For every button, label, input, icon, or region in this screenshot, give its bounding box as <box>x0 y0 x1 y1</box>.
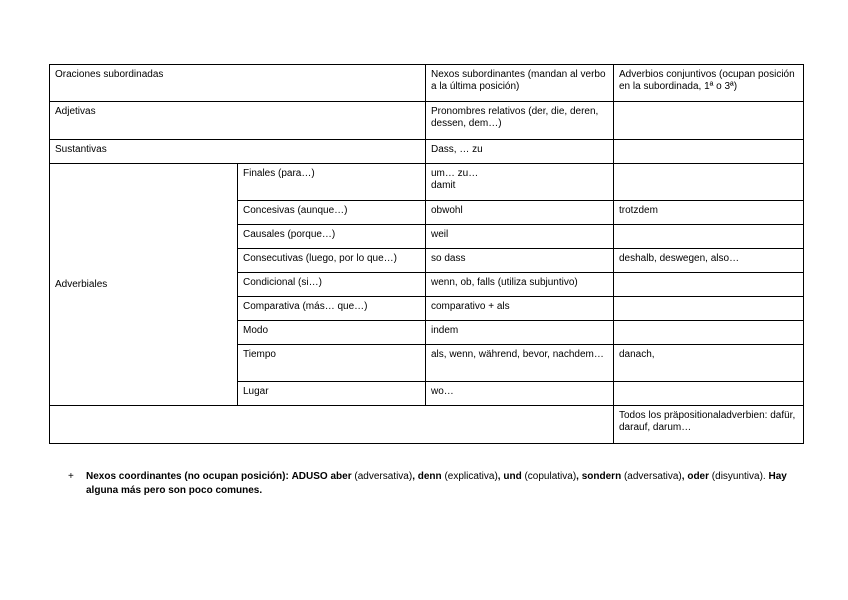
nexos-comparativa: comparativo + als <box>426 297 614 321</box>
adverbios-finales <box>614 164 804 201</box>
type-comparativa: Comparativa (más… que…) <box>238 297 426 321</box>
nexos-modo: indem <box>426 321 614 345</box>
note-aduso: ADUSO <box>291 471 328 482</box>
nexos-sustantivas: Dass, … zu <box>426 140 614 164</box>
table-row-finales <box>50 164 804 201</box>
nexos-finales-line2: damit <box>431 180 456 191</box>
type-causales: Causales (porque…) <box>238 225 426 249</box>
nexos-adjetivas: Pronombres relativos (der, die, deren, dessen, dem…) <box>426 102 614 140</box>
conj-und-desc: (copulativa) <box>524 471 577 482</box>
table-row-footer <box>50 406 804 444</box>
adverbios-causales <box>614 225 804 249</box>
type-modo: Modo <box>238 321 426 345</box>
label-adjetivas: Adjetivas <box>50 102 426 140</box>
conj-denn-desc: (explicativa) <box>444 471 498 482</box>
nexos-finales <box>426 164 614 201</box>
bullet-plus: + <box>68 471 74 482</box>
nexos-consecutivas: so dass <box>426 249 614 273</box>
label-adverbiales: Adverbiales <box>50 164 238 406</box>
header-oraciones: Oraciones subordinadas <box>50 65 426 102</box>
header-nexos: Nexos subordinantes (mandan al verbo a la última posición) <box>426 65 614 102</box>
conj-sondern-desc: (adversativa) <box>623 471 682 482</box>
adverbios-condicional <box>614 273 804 297</box>
adverbios-prapositional: Todos los präpositionaladverbien: dafür, darauf, darum… <box>614 406 804 444</box>
nexos-lugar: wo… <box>426 382 614 406</box>
conj-aber: aber <box>330 471 352 482</box>
header-adverbios: Adverbios conjuntivos (ocupan posición en la subordinada, 1ª o 3ª) <box>614 65 804 102</box>
table-header-row <box>50 65 804 102</box>
conj-oder-desc: (disyuntiva). <box>711 471 766 482</box>
type-consecutivas: Consecutivas (luego, por lo que…) <box>238 249 426 273</box>
adverbios-modo <box>614 321 804 345</box>
adverbios-comparativa <box>614 297 804 321</box>
nexos-condicional: wenn, ob, falls (utiliza subjuntivo) <box>426 273 614 297</box>
conj-und: und <box>503 471 522 482</box>
adverbios-sustantivas <box>614 140 804 164</box>
conj-denn: denn <box>417 471 442 482</box>
footer-left-empty <box>50 406 614 444</box>
type-lugar: Lugar <box>238 382 426 406</box>
note-text: Nexos coordinantes (no ocupan posición): ADUSO aber (adversativa), denn (explicativa), und (copulativa), sondern (adversativa), oder (disyuntiva). Hay alguna más pero son poco comunes. <box>86 471 787 496</box>
subordinate-clauses-table <box>49 64 804 444</box>
nexos-finales-line1: um… zu… <box>431 168 479 179</box>
adverbios-consecutivas: deshalb, deswegen, also… <box>614 249 804 273</box>
adverbios-concesivas: trotzdem <box>614 201 804 225</box>
type-condicional: Condicional (si…) <box>238 273 426 297</box>
adverbios-lugar <box>614 382 804 406</box>
type-concesivas: Concesivas (aunque…) <box>238 201 426 225</box>
note-closing: Hay alguna más pero son poco comunes. <box>86 471 787 496</box>
conj-oder: oder <box>687 471 710 482</box>
conj-sondern: sondern <box>581 471 622 482</box>
conj-aber-desc: (adversativa) <box>354 471 413 482</box>
label-sustantivas: Sustantivas <box>50 140 426 164</box>
table-row-sustantivas <box>50 140 804 164</box>
note-title: Nexos coordinantes (no ocupan posición): <box>86 471 289 482</box>
table-row-adjetivas <box>50 102 804 140</box>
adverbios-tiempo: danach, <box>614 345 804 382</box>
nexos-causales: weil <box>426 225 614 249</box>
type-tiempo: Tiempo <box>238 345 426 382</box>
adverbios-adjetivas <box>614 102 804 140</box>
nexos-concesivas: obwohl <box>426 201 614 225</box>
coordinating-conjunctions-note <box>68 470 788 498</box>
type-finales: Finales (para…) <box>238 164 426 201</box>
nexos-tiempo: als, wenn, während, bevor, nachdem… <box>426 345 614 382</box>
